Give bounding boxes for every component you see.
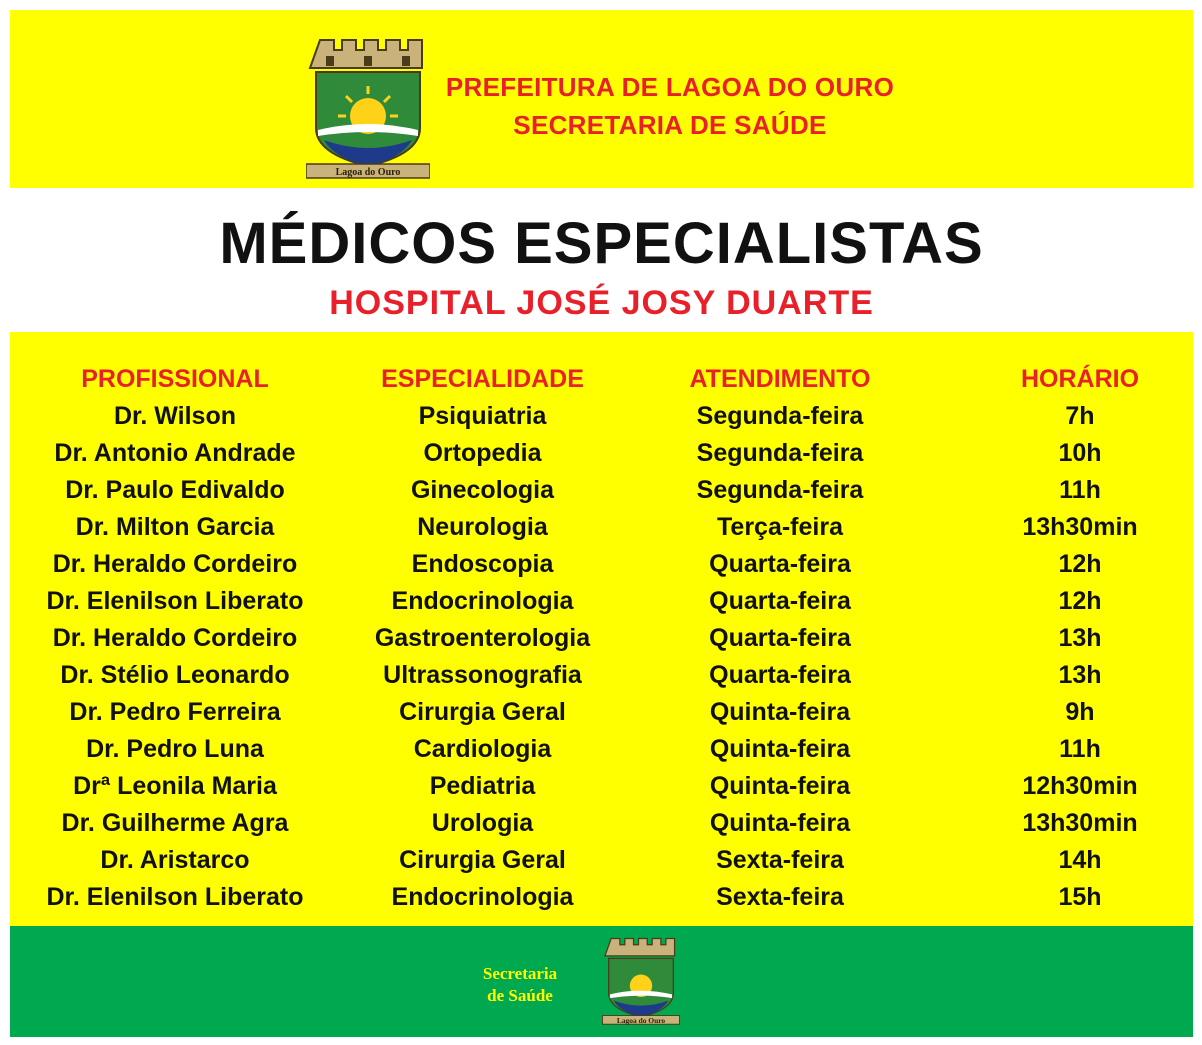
specialty: Ginecologia [410,476,555,504]
hospital-subtitle: HOSPITAL JOSÉ JOSY DUARTE [329,284,874,322]
table-row [10,843,1193,880]
doctor-name: Dr. Guilherme Agra [61,809,289,837]
time: 14h [1058,846,1102,874]
specialty: Pediatria [429,772,536,800]
specialty: Ultrassonografia [383,661,582,689]
table-row [10,880,1193,917]
specialty: Endoscopia [411,550,554,578]
specialty: Endocrinologia [391,587,574,615]
column-header-atendimento: ATENDIMENTO [689,365,871,393]
schedule-table [10,362,1193,917]
column-header-especialidade: ESPECIALIDADE [381,365,584,393]
table-row [10,732,1193,769]
weekday: Quinta-feira [709,698,851,726]
table-row [10,658,1193,695]
time: 13h30min [1022,809,1138,837]
weekday: Sexta-feira [716,846,844,874]
table-row [10,473,1193,510]
doctor-name: Drª Leonila Maria [73,772,277,800]
table-row [10,769,1193,806]
weekday: Quarta-feira [709,550,851,578]
specialty: Urologia [431,809,534,837]
table-row [10,584,1193,621]
specialty: Psiquiatria [418,402,547,430]
doctor-name: Dr. Pedro Ferreira [69,698,281,726]
specialty: Cardiologia [413,735,552,763]
doctor-name: Dr. Antonio Andrade [54,439,296,467]
specialty: Neurologia [417,513,548,541]
weekday: Quinta-feira [709,809,851,837]
specialty: Endocrinologia [391,883,574,911]
time: 9h [1065,698,1095,726]
doctor-name: Dr. Pedro Luna [86,735,264,763]
doctor-name: Dr. Elenilson Liberato [46,883,304,911]
table-row [10,510,1193,547]
weekday: Terça-feira [717,513,843,541]
title-band [10,188,1193,332]
doctor-name: Dr. Milton Garcia [75,513,275,541]
prefeitura-title: PREFEITURA DE LAGOA DO OURO [445,72,895,102]
crest-label: Lagoa do Ouro [616,1016,666,1026]
time: 12h30min [1022,772,1138,800]
time: 10h [1058,439,1102,467]
weekday: Quinta-feira [709,772,851,800]
time: 12h [1058,550,1102,578]
lagoa-do-ouro-crest-icon [602,936,680,1028]
time: 13h [1058,624,1102,652]
specialty: Cirurgia Geral [399,846,566,874]
weekday: Quarta-feira [709,624,851,652]
table-row [10,547,1193,584]
doctor-name: Dr. Elenilson Liberato [46,587,304,615]
weekday: Segunda-feira [696,476,864,504]
doctor-name: Dr. Aristarco [100,846,250,874]
crest-label: Lagoa do Ouro [335,167,401,178]
doctor-name: Dr. Heraldo Cordeiro [52,624,298,652]
doctor-name: Dr. Heraldo Cordeiro [52,550,298,578]
doctor-name: Dr. Wilson [113,402,236,430]
table-row [10,436,1193,473]
footer-secretaria: Secretaria [482,964,558,983]
table-row [10,806,1193,843]
time: 7h [1065,402,1095,430]
time: 11h [1059,476,1101,504]
weekday: Segunda-feira [696,402,864,430]
secretaria-title: SECRETARIA DE SAÚDE [513,110,827,140]
time: 15h [1058,883,1102,911]
poster [10,10,1193,1037]
table-row [10,621,1193,658]
weekday: Segunda-feira [696,439,864,467]
weekday: Sexta-feira [716,883,844,911]
page-title: MÉDICOS ESPECIALISTAS [219,211,984,276]
doctor-name: Dr. Paulo Edivaldo [65,476,285,504]
header [10,10,1193,186]
weekday: Quinta-feira [709,735,851,763]
footer-de-saude: de Saúde [487,986,553,1005]
specialty: Ortopedia [423,439,542,467]
time: 11h [1059,735,1101,763]
weekday: Quarta-feira [709,661,851,689]
table-row [10,399,1193,436]
time: 12h [1058,587,1102,615]
footer [10,926,1193,1037]
time: 13h [1058,661,1102,689]
table-header-row [10,362,1193,399]
column-header-horario: HORÁRIO [1020,365,1140,393]
doctor-name: Dr. Stélio Leonardo [60,661,290,689]
time: 13h30min [1022,513,1138,541]
weekday: Quarta-feira [709,587,851,615]
specialty: Gastroenterologia [374,624,591,652]
specialty: Cirurgia Geral [399,698,566,726]
column-header-profissional: PROFISSIONAL [81,365,269,393]
table-row [10,695,1193,732]
